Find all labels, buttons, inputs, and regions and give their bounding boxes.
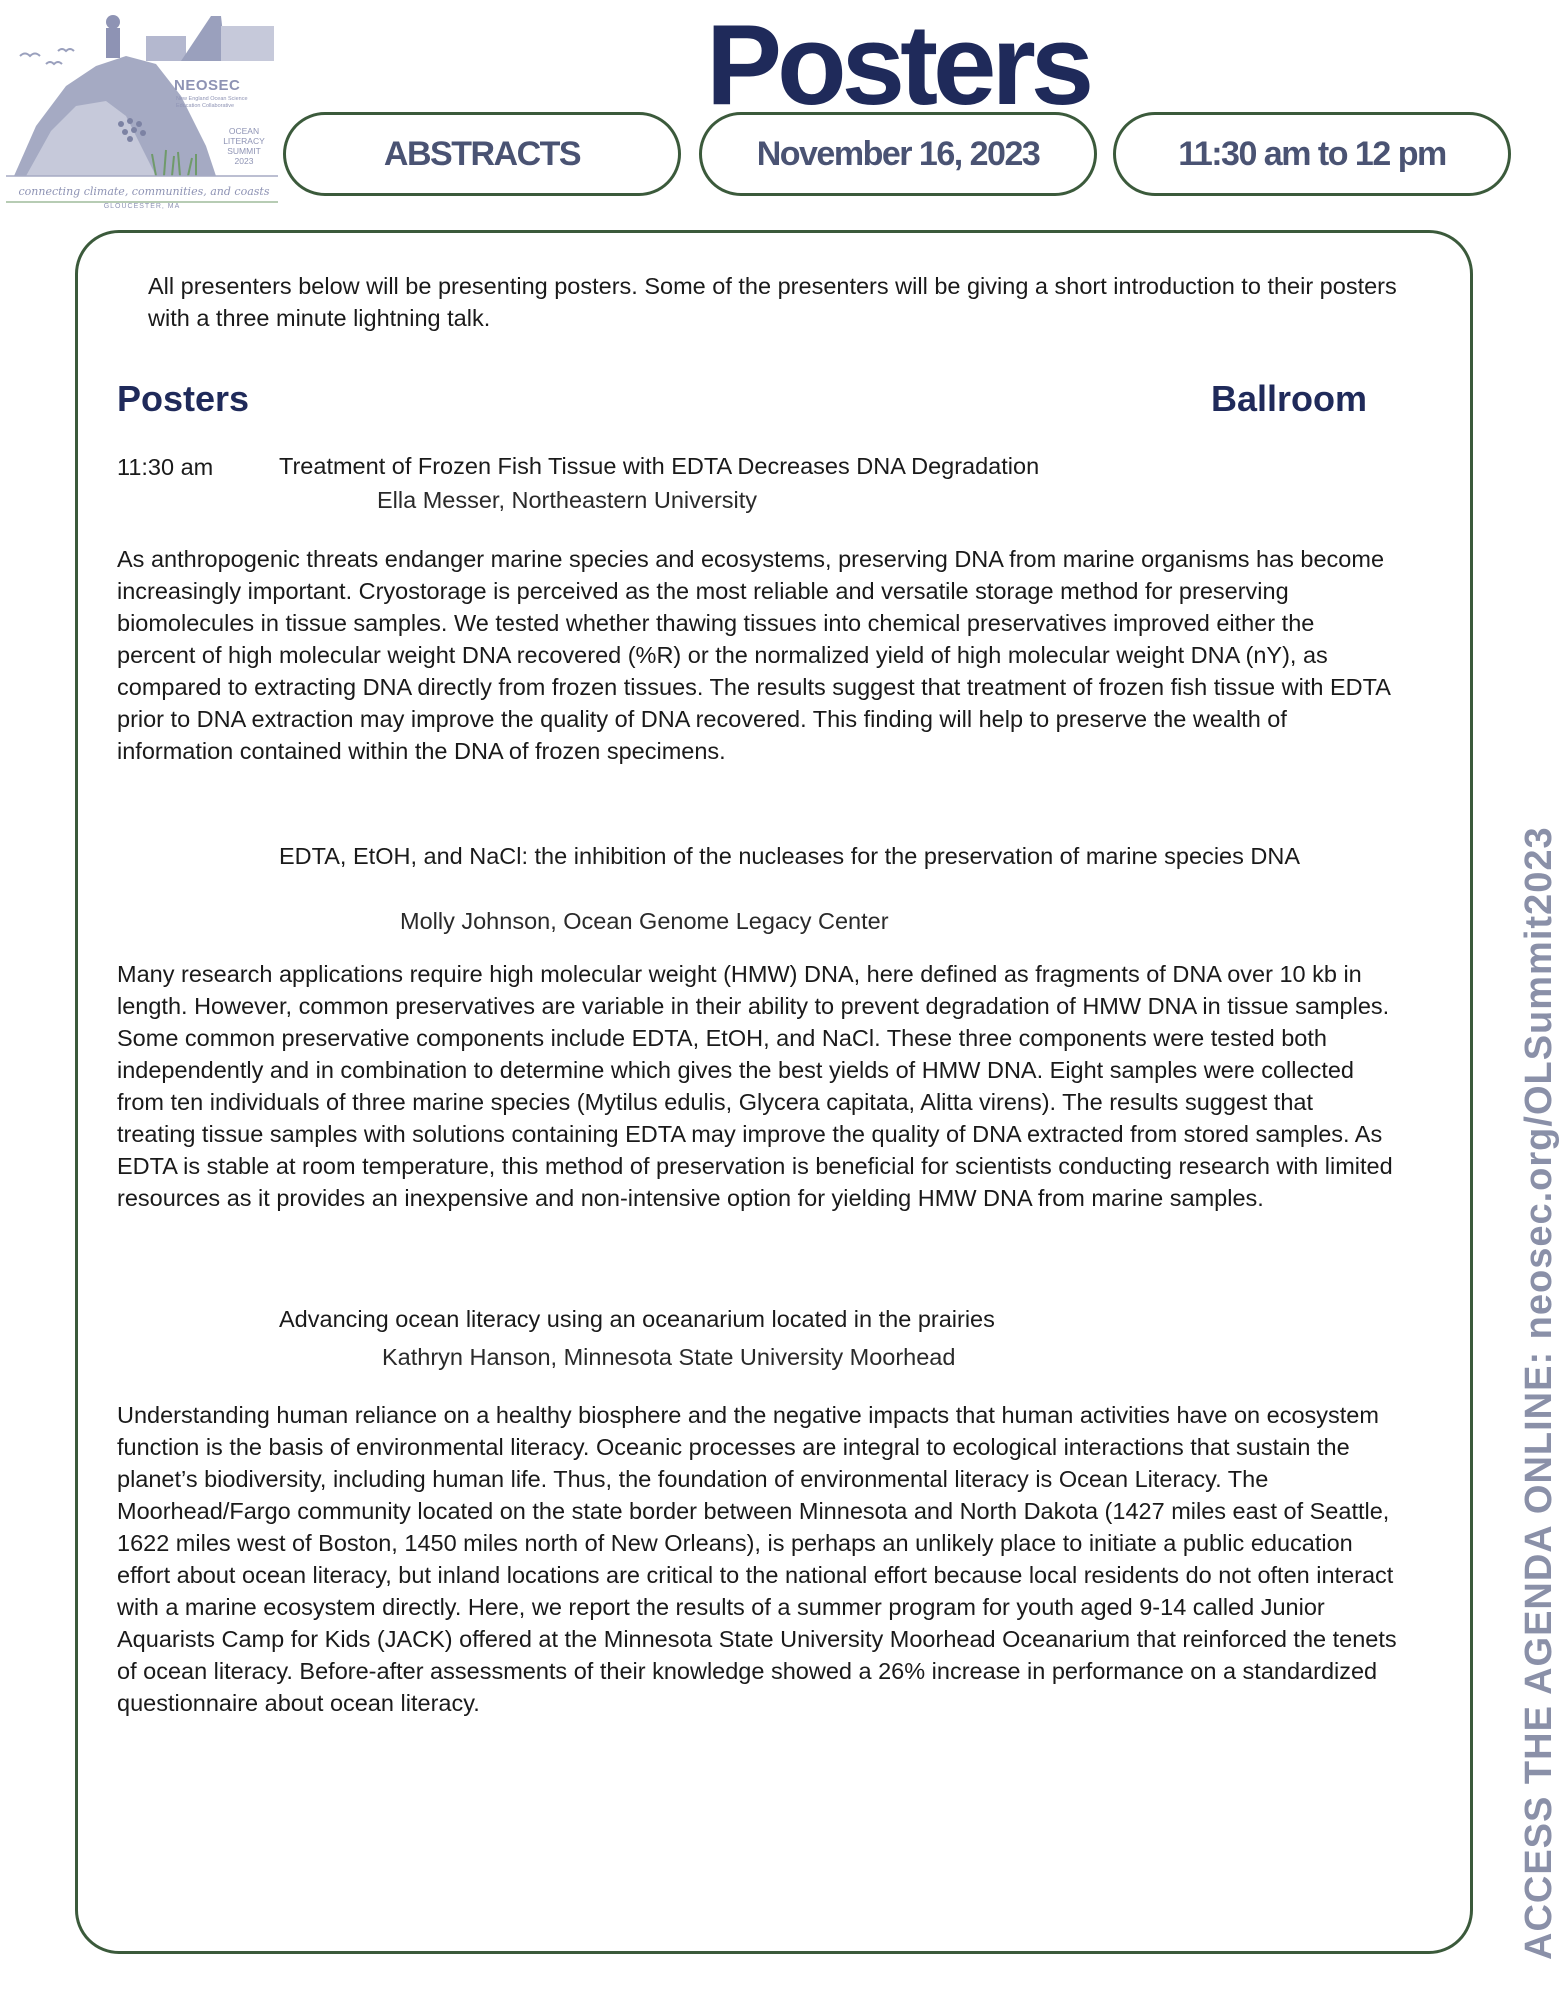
logo-organization-name: New England Ocean Science Education Collaborative: [176, 96, 248, 109]
section-pill-label: ABSTRACTS: [383, 134, 581, 173]
talk-abstract: As anthropogenic threats endanger marine species and ecosystems, preserving DNA from marine organisms has become increasingly important. Cryostorage is perceived as the most reliable and versatile storage method for preserving biomolecules in tissue samples. We tested whether thawing tissues into chemical preservatives improved either the percent of high molecular weight DNA recovered (%R) or the normalized yield of high molecular weight DNA (nY), as compared to extracting DNA directly from frozen tissues. The results suggest that treatment of frozen fish tissue with EDTA prior to DNA extraction may improve the quality of DNA recovered. This finding will help to preserve the wealth of information contained within the DNA of frozen specimens.: [117, 546, 1390, 764]
talk-title: Advancing ocean literacy using an oceanarium located in the prairies: [279, 1306, 995, 1332]
neosec-logo: [6, 6, 278, 210]
page-title: Posters: [706, 2, 1090, 129]
time-pill-label: 11:30 am to 12 pm: [1178, 134, 1446, 173]
date-pill: [699, 112, 1097, 196]
talk-title: EDTA, EtOH, and NaCl: the inhibition of the nucleases for the preservation of marine species DNA: [279, 843, 1300, 869]
agenda-online-banner: ACCESS THE AGENDA ONLINE: neosec.org/OLSummit2023: [1518, 826, 1560, 1960]
time-pill: [1113, 112, 1511, 196]
talk-author: Kathryn Hanson, Minnesota State University Moorhead: [382, 1344, 956, 1370]
talk-author: Molly Johnson, Ocean Genome Legacy Center: [400, 908, 889, 934]
logo-tagline: connecting climate, communities, and coasts: [18, 185, 270, 198]
date-pill-label: November 16, 2023: [756, 134, 1040, 173]
session-room: Ballroom: [1211, 378, 1368, 419]
logo-event-line: LITERACY: [223, 136, 265, 146]
talk-author: Ella Messer, Northeastern University: [377, 487, 758, 513]
section-pill: [283, 112, 681, 196]
logo-event-line: OCEAN: [228, 126, 260, 136]
logo-location: GLOUCESTER, MA: [103, 203, 181, 210]
intro-paragraph: All presenters below will be presenting posters. Some of the presenters will be giving a short introduction to their posters with a three minute lightning talk.: [148, 273, 1397, 331]
logo-event-line: SUMMIT: [227, 146, 261, 156]
talk-title: Treatment of Frozen Fish Tissue with EDTA Decreases DNA Degradation: [279, 453, 1040, 479]
logo-abbreviation: NEOSEC: [174, 77, 241, 94]
talk-abstract: Understanding human reliance on a healthy biosphere and the negative impacts that human activities have on ecosystem function is the basis of environmental literacy. Oceanic processes are integral to ecological interactions that sustain the planet’s biodiversity, including human life. Thus, the foundation of environmental literacy is Ocean Literacy. The Moorhead/Fargo community located on the state border between Minnesota and North Dakota (1427 miles east of Seattle, 1622 miles west of Boston, 1450 miles north of New Orleans), is perhaps an unlikely place to initiate a public education effort about ocean literacy, but inland locations are critical to the national effort because local residents do not often interact with a marine ecosystem directly. Here, we report the results of a summer program for youth aged 9-14 called Junior Aquarists Camp for Kids (JACK) offered at the Minnesota State University Moorhead Oceanarium that reinforced the tenets of ocean literacy. Before-after assessments of their knowledge showed a 26% increase in performance on a standardized questionnaire about ocean literacy.: [117, 1402, 1397, 1716]
session-heading: Posters: [117, 378, 250, 419]
session-time: 11:30 am: [117, 454, 214, 480]
logo-event-name: [209, 126, 279, 166]
logo-event-line: 2023: [234, 156, 254, 166]
talk-abstract: Many research applications require high molecular weight (HMW) DNA, here defined as fragments of DNA over 10 kb in length. However, common preservatives are variable in their ability to prevent degradation of HMW DNA in tissue samples. Some common preservative components include EDTA, EtOH, and NaCl. These three components were tested both independently and in combination to determine which gives the best yields of HMW DNA. Eight samples were collected from ten individuals of three marine species (Mytilus edulis, Glycera capitata, Alitta virens). The results suggest that treating tissue samples with solutions containing EDTA may improve the quality of DNA extracted from stored samples. As EDTA is stable at room temperature, this method of preservation is beneficial for scientists conducting research with limited resources as it provides an inexpensive and non-intensive option for yielding HMW DNA from marine samples.: [117, 961, 1393, 1211]
